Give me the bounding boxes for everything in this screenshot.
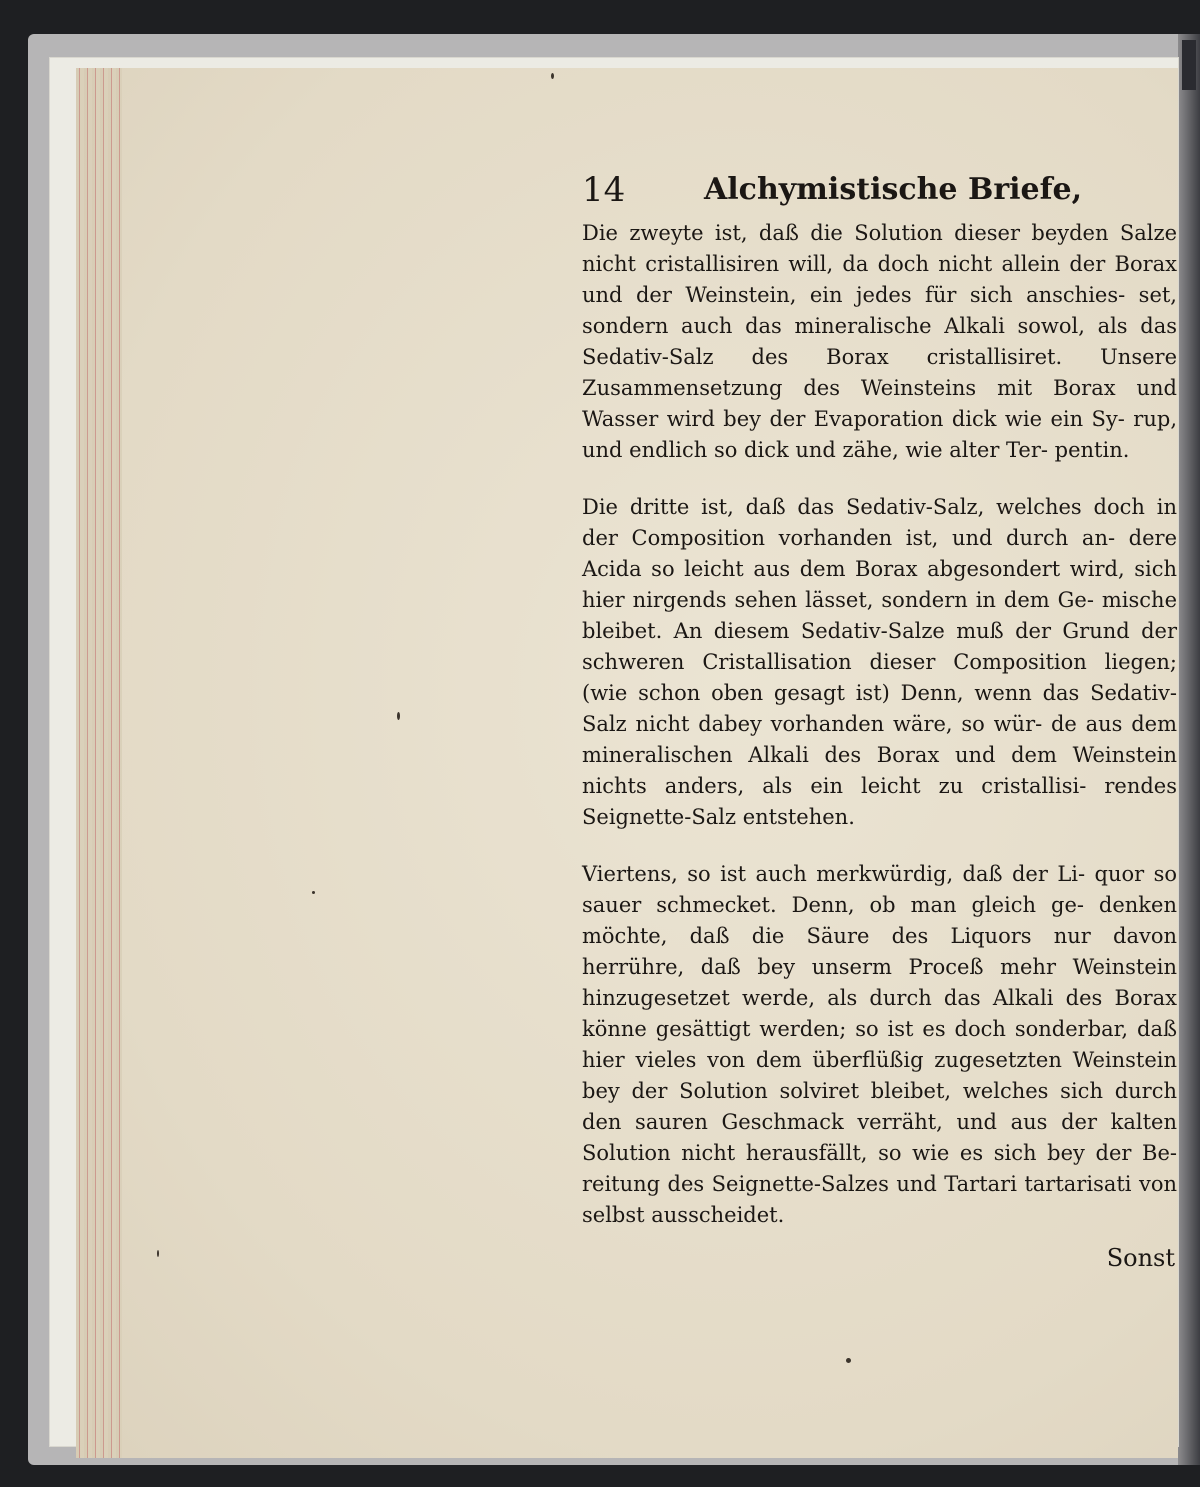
paper-speck [846, 1358, 851, 1363]
paragraph-dritte: Die dritte ist, daß das Sedativ-Salz, welches doch in der Composition vorhanden ist, und durch an- dere Acida so leicht aus dem Borax abgesondert wird, sich hier nirgends sehen lässet, sondern in dem Ge- mische bleibet. An diesem Sedativ-Salze muß der Grund der schweren Cristallisation dieser Composition liegen; (wie schon oben gesagt ist) Denn, wenn das Sedativ-Salz nicht dabey vorhanden wäre, so wür- de aus dem mineralischen Alkali des Borax und dem Weinstein nichts anders, als ein leicht zu cristallisi- rendes Seignette-Salz entstehen. [582, 495, 1177, 829]
page-number: 14 [582, 170, 626, 210]
paragraph-zweyte: Die zweyte ist, daß die Solution dieser beyden Salze nicht cristallisiren will, da doch nicht allein der Borax und der Weinstein, ein jedes für sich anschies- set, sondern auch das mineralische Alkali sowol, als das Sedativ-Salz des Borax cristallisiret. Unsere Zusammensetzung des Weinsteins mit Borax und Wasser wird bey der Evaporation dick wie ein Sy- rup, und endlich so dick und zähe, wie alter Ter- pentin. [582, 221, 1177, 462]
paper-speck [157, 1250, 159, 1257]
paper-speck [551, 73, 554, 79]
running-title: Alchymistische Briefe, [704, 172, 1083, 207]
paper-speck [397, 712, 400, 720]
catchword: Sonst [1106, 1244, 1175, 1272]
page-text-block [582, 168, 1177, 1275]
paragraph-viertens: Viertens, so ist auch merkwürdig, daß der Li- quor so sauer schmecket. Denn, ob man gleich ge- denken möchte, daß die Säure des Liquors nur davon herrühre, daß bey unserm Proceß mehr Weinstein hinzugesetzet werde, als durch das Alkali des Borax könne gesättigt werden; so ist es doch sonderbar, daß hier vieles von dem überflüßig zugesetzten Weinstein bey der Solution solviret bleibet, welches sich durch den sauren Geschmack verräht, und aus der kalten Solution nicht herausfällt, so wie es sich bey der Be- reitung des Seignette-Salzes und Tartari tartarisati von selbst ausscheidet. [582, 862, 1177, 1227]
page-gutter-edges [76, 68, 122, 1458]
running-head [582, 168, 1177, 218]
book-spine-edge [1178, 34, 1200, 1465]
paragraph-gap [582, 466, 1177, 492]
paragraph-gap [582, 833, 1177, 859]
spine-clasp-mark [1182, 40, 1196, 90]
paper-speck [312, 891, 315, 894]
